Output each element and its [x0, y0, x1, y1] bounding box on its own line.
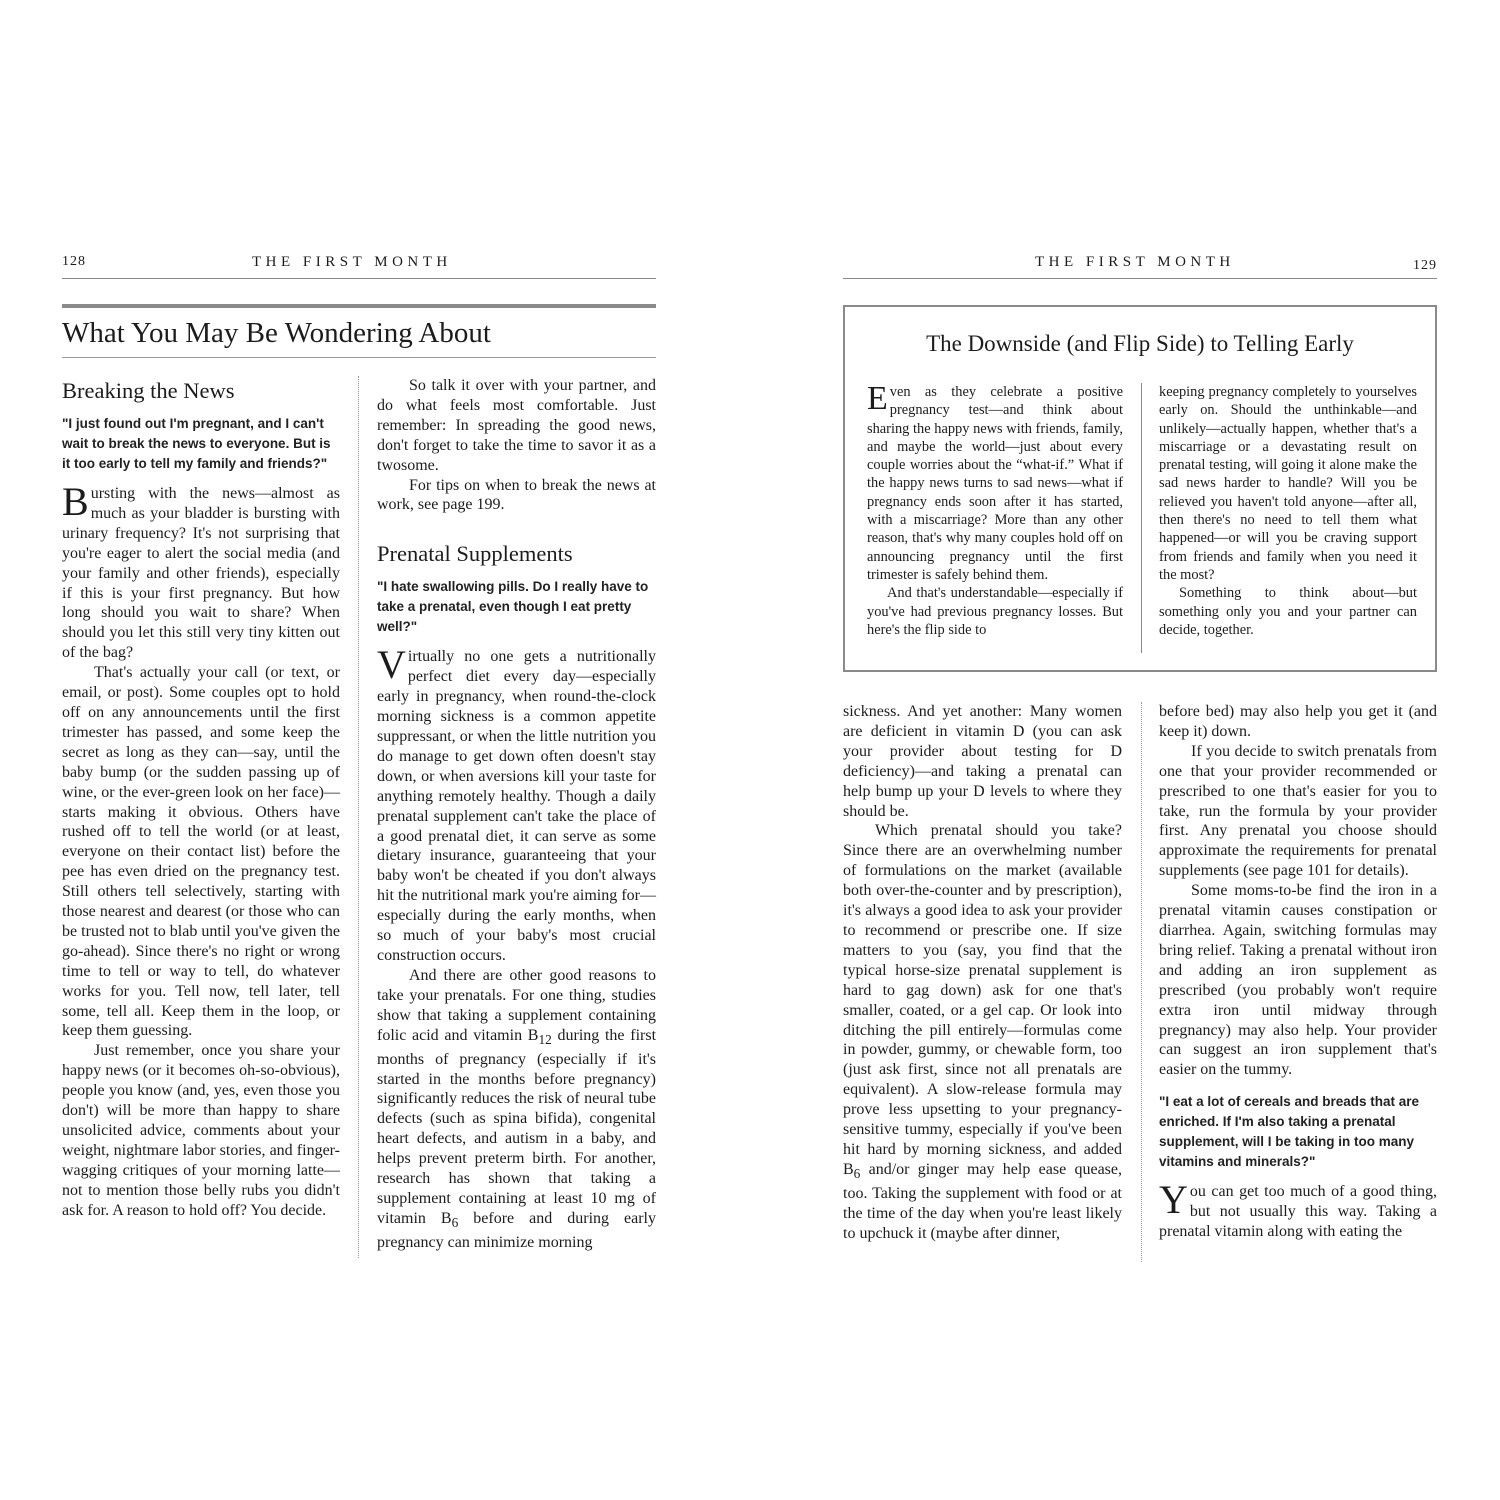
section-title: What You May Be Wondering About	[62, 313, 656, 358]
paragraph: Just remember, once you share your happy news (or it becomes oh-so-obvious), people you know (and, yes, even those you don't) will be more than happy to share unsolicited advice, comments about your weight, nightmare labor stories, and finger-wagging critiques of your morning latte—not to mention those belly rubs you didn't ask for. A reason to hold off? You decide.	[62, 1042, 340, 1219]
sidebar-column-1	[867, 380, 1123, 639]
paragraph: Bursting with the news—almost as much as your bladder is bursting with urinary frequency? It's not surprising that you're eager to alert the social media (and your family and other friends), especially if this is your first pregnancy. But how long should you wait to share? When should you let this still very tiny kitten out of the bag?	[62, 479, 340, 662]
paragraph: And that's understandable—especially if you've had previous pregnancy losses. But here's the flip side to	[867, 585, 1123, 638]
paragraph: You can get too much of a good thing, but not usually this way. Taking a prenatal vitamin along with eating the	[1159, 1177, 1437, 1241]
paragraph: Even as they celebrate a positive pregnancy test—and think about sharing the happy news with friends, family, and maybe the world—just about every couple worries about the “what-if.” What if the happy news turns to sad news—what if pregnancy ends soon after it has started, with a miscarriage? More than any other reason, that's why many couples hold off on announcing pregnancy until the first trimester is safely behind them.	[867, 380, 1123, 583]
heading-prenatal-supplements: Prenatal Supplements	[377, 541, 573, 567]
drop-cap: E	[867, 380, 888, 417]
paragraph: Something to think about—but something only you and your partner can decide, together.	[1159, 585, 1417, 638]
question-prenatal-pills: "I hate swallowing pills. Do I really have to take a prenatal, even though I eat pretty well?"	[377, 579, 649, 635]
paragraph: That's actually your call (or text, or email, or post). Some couples opt to hold off on any announcements until the first trimester has passed, and some keep the secret as long as they can—say, until the baby bump (or the sudden passing up of wine, or the ever-green look on her face)—starts making it obvious. Others have rushed off to tell the world (or at least, everyone on their contact list) before the pee has even dried on the pregnancy test. Still others tell selectively, starting with those nearest and dearest (or those who can be trusted not to blab until you've given the go-ahead). Since there's no right or wrong time to tell or way to tell, do whatever works for you. Tell now, tell later, tell some, tell all. Keep them in the loop, or keep them guessing.	[62, 664, 340, 1040]
paragraph: Virtually no one gets a nutritionally perfect diet every day—especially early in pregnancy, when round-the-clock morning sickness is a common appetite suppressant, or when the little nutrition you do manage to get down often doesn't stay down, or when aversions kill your taste for anything remotely healthy. Though a daily prenatal supplement can't take the place of a good prenatal diet, it can serve as some dietary insurance, guaranteeing that your baby won't be cheated if you don't always hit the nutritional mark you're aiming for—especially during the early months, when so much of your baby's most crucial construction occurs.	[377, 642, 656, 964]
left-column-1	[62, 376, 340, 1221]
paragraph: before bed) may also help you get it (and keep it) down.	[1159, 703, 1437, 740]
page-number-left: 128	[62, 254, 86, 269]
question-breaking-news: "I just found out I'm pregnant, and I can't wait to break the news to everyone. But is it too early to tell my family and friends?"	[62, 416, 331, 471]
drop-cap: B	[62, 479, 89, 524]
column-divider-right	[1141, 702, 1142, 1262]
right-column-1	[843, 702, 1122, 1244]
drop-cap: Y	[1159, 1177, 1188, 1223]
paragraph: And there are other good reasons to take your prenatals. For one thing, studies show that taking a supplement containing folic acid and vitamin $B_{12}$ during the first months of pregnancy (especially if it's started in the months before pregnancy) significantly reduces the risk of neural tube defects (such as spina bifida), congenital heart defects, and autism in a baby, and helps prevent preterm birth. For another, research has shown that taking a supplement containing at least 10 mg of vitamin $B_6$ before and during early pregnancy can minimize morning	[377, 966, 657, 1251]
paragraph: For tips on when to break the news at work, see page 199.	[377, 476, 656, 514]
sidebar-title: The Downside (and Flip Side) to Telling Early	[926, 331, 1354, 356]
paragraph: Some moms-to-be find the iron in a prenatal vitamin causes constipation or diarrhea. Again, switching formulas may bring relief. Taking a prenatal without iron and adding an iron supplement as prescribed (you probably won't require extra iron until midway through pregnancy) may also help. Your provider can suggest an iron supplement that's easier on the tummy.	[1159, 882, 1437, 1079]
sidebar-column-divider	[1141, 383, 1142, 653]
sidebar-telling-early	[843, 305, 1437, 672]
question-enriched-foods: "I eat a lot of cereals and breads that are enriched. If I'm also taking a prenatal supplement, will I be taking in too many vitamins and minerals?"	[1159, 1094, 1419, 1170]
column-divider-left	[358, 376, 359, 1258]
paragraph: keeping pregnancy completely to yourselves early on. Should the unthinkable—and unlikely—actually happen, whether that's a miscarriage or a devastating result on prenatal testing, will going it alone make the sad news harder to handle? Will you be relieved you haven't told anyone—after all, then there's no need to tell them what happened—or will you be craving support from friends and family when you need it the most?	[1159, 384, 1417, 583]
paragraph: sickness. And yet another: Many women are deficient in vitamin D (you can ask your provider about testing for D deficiency)—and taking a prenatal can help bump up your D levels to where they should be.	[843, 703, 1122, 820]
sidebar-column-2	[1159, 383, 1417, 639]
paragraph: If you decide to switch prenatals from one that your provider recommended or prescribed to one that's easier for you to take, run the formula by your provider first. Any prenatal you choose should approximate the requirements for prenatal supplements (see page 101 for details).	[1159, 742, 1437, 880]
running-head-right	[843, 252, 1437, 279]
paragraph: So talk it over with your partner, and do what feels most comfortable. Just remember: In spreading the good news, don't forget to take the time to savor it as a twosome.	[377, 377, 656, 474]
paragraph: Which prenatal should you take? Since there are an overwhelming number of formulations on the market (available both over-the-counter and by prescription), it's always a good idea to ask your provider to recommend or prescribe one. If size matters to you (say, you find that the typical horse-size prenatal supplement is hard to gag down) ask for one that's smaller, coated, or a gel cap. Or look into ditching the pill entirely—formulas come in powder, gummy, or chewable form, too (just ask first, since not all prenatals are equivalent). A slow-release formula may prove less upsetting to your pregnancy-sensitive tummy, especially if you've been hit hard by morning sickness, and added $B_6$ and/or ginger may help ease quease, too. Taking the supplement with food or at the time of the day when you're least likely to upchuck it (maybe after dinner,	[843, 822, 1122, 1242]
running-head-left	[62, 252, 656, 279]
section-rule	[62, 304, 656, 308]
heading-breaking-the-news: Breaking the News	[62, 378, 235, 403]
running-title-right: THE FIRST MONTH	[1035, 254, 1235, 270]
page-number-right: 129	[1413, 258, 1437, 273]
drop-cap: V	[377, 642, 406, 688]
running-title-left: THE FIRST MONTH	[252, 254, 452, 270]
left-column-2	[377, 376, 656, 1253]
right-column-2	[1159, 702, 1437, 1242]
